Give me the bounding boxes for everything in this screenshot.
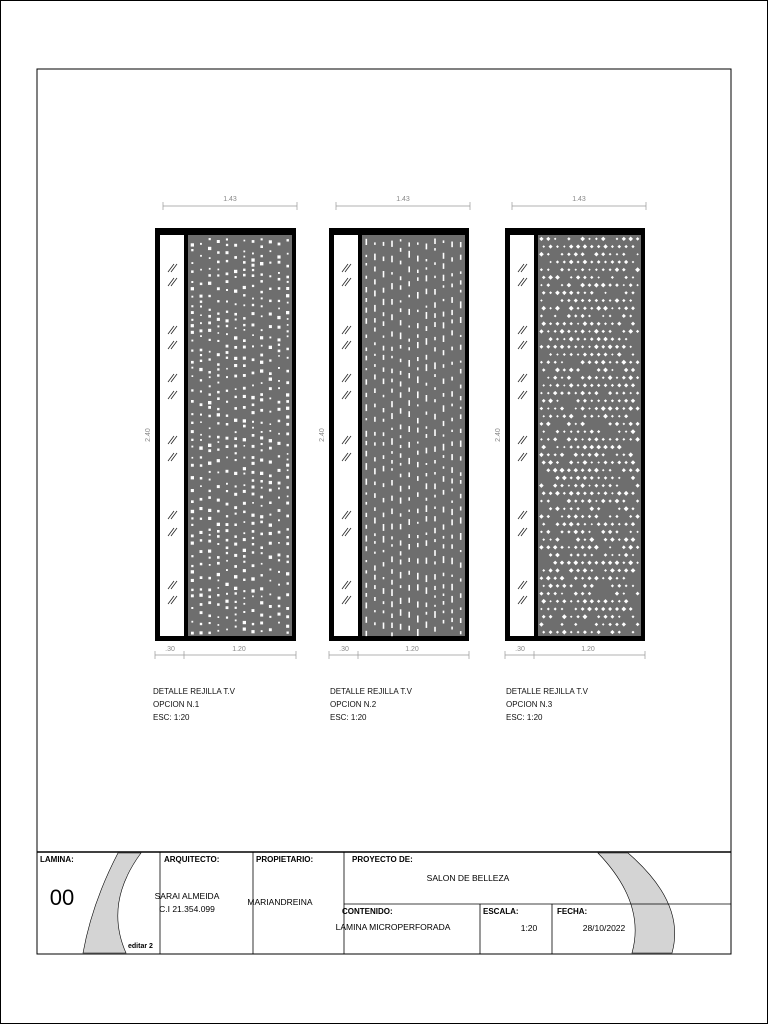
proyecto-value: SALON DE BELLEZA [426, 873, 510, 883]
detail-1 [145, 196, 297, 722]
detail-2-side-dim-text: 2.40 [319, 428, 326, 442]
detail-1-bottom-dim-right: 1.20 [232, 646, 246, 653]
detail-2 [319, 196, 470, 722]
detail-1-label-line2: OPCION N.1 [153, 700, 200, 709]
edit-note: editar 2 [128, 943, 153, 950]
detail-2-label-line1: DETALLE REJILLA T.V [330, 687, 412, 696]
detail-3-label-line2: OPCION N.3 [506, 700, 553, 709]
detail-3-top-dim-text: 1.43 [572, 196, 586, 203]
detail-1-bottom-dim-left: .30 [165, 646, 175, 653]
detail-3-perforated-panel [538, 235, 641, 636]
title-block-left-curve [83, 853, 141, 953]
detail-3-bottom-dim-left: .30 [515, 646, 525, 653]
detail-3-label-line1: DETALLE REJILLA T.V [506, 687, 588, 696]
detail-3-bottom-dimension [505, 646, 645, 659]
propietario-name: MARIANDREINA [247, 897, 313, 907]
arquitecto-label: ARQUITECTO: [164, 855, 220, 864]
detail-1-glass-strip [160, 235, 184, 636]
detail-2-bottom-dim-left: .30 [339, 646, 349, 653]
arquitecto-name: SARAI ALMEIDA [154, 891, 220, 901]
detail-2-top-dim-text: 1.43 [396, 196, 410, 203]
detail-2-bottom-dimension [329, 646, 469, 659]
detail-2-bottom-dim-right: 1.20 [405, 646, 419, 653]
detail-1-side-dim-text: 2.40 [145, 428, 152, 442]
detail-1-bottom-dimension [155, 646, 296, 659]
contenido-value: LAMINA MICROPERFORADA [335, 922, 451, 932]
detail-1-perforated-panel [188, 235, 292, 636]
detail-3-side-dim-text: 2.40 [495, 428, 502, 442]
title-block [37, 852, 731, 954]
detail-3-label-line3: ESC: 1:20 [506, 713, 543, 722]
detail-3-bottom-dim-right: 1.20 [581, 646, 595, 653]
title-block-right-curve [598, 853, 675, 953]
detail-1-label-line3: ESC: 1:20 [153, 713, 190, 722]
detail-3-glass-strip [510, 235, 534, 636]
proyecto-label: PROYECTO DE: [352, 855, 413, 864]
detail-3-top-dimension [512, 196, 646, 210]
detail-1-top-dim-text: 1.43 [223, 196, 237, 203]
lamina-value: 00 [49, 885, 75, 910]
detail-2-perforated-panel [362, 235, 465, 636]
escala-value: 1:20 [520, 923, 538, 933]
escala-label: ESCALA: [483, 907, 519, 916]
fecha-value: 28/10/2022 [582, 923, 626, 933]
detail-1-top-dimension [163, 196, 297, 210]
detail-2-top-dimension [336, 196, 470, 210]
propietario-label: PROPIETARIO: [256, 855, 314, 864]
fecha-label: FECHA: [557, 907, 588, 916]
detail-2-label-line3: ESC: 1:20 [330, 713, 367, 722]
detail-2-glass-strip [334, 235, 358, 636]
lamina-label: LAMINA: [40, 855, 74, 864]
arquitecto-id: C.I 21.354.099 [159, 904, 215, 914]
detail-3 [495, 196, 646, 722]
contenido-label: CONTENIDO: [342, 907, 393, 916]
detail-1-label-line1: DETALLE REJILLA T.V [153, 687, 235, 696]
detail-2-label-line2: OPCION N.2 [330, 700, 377, 709]
